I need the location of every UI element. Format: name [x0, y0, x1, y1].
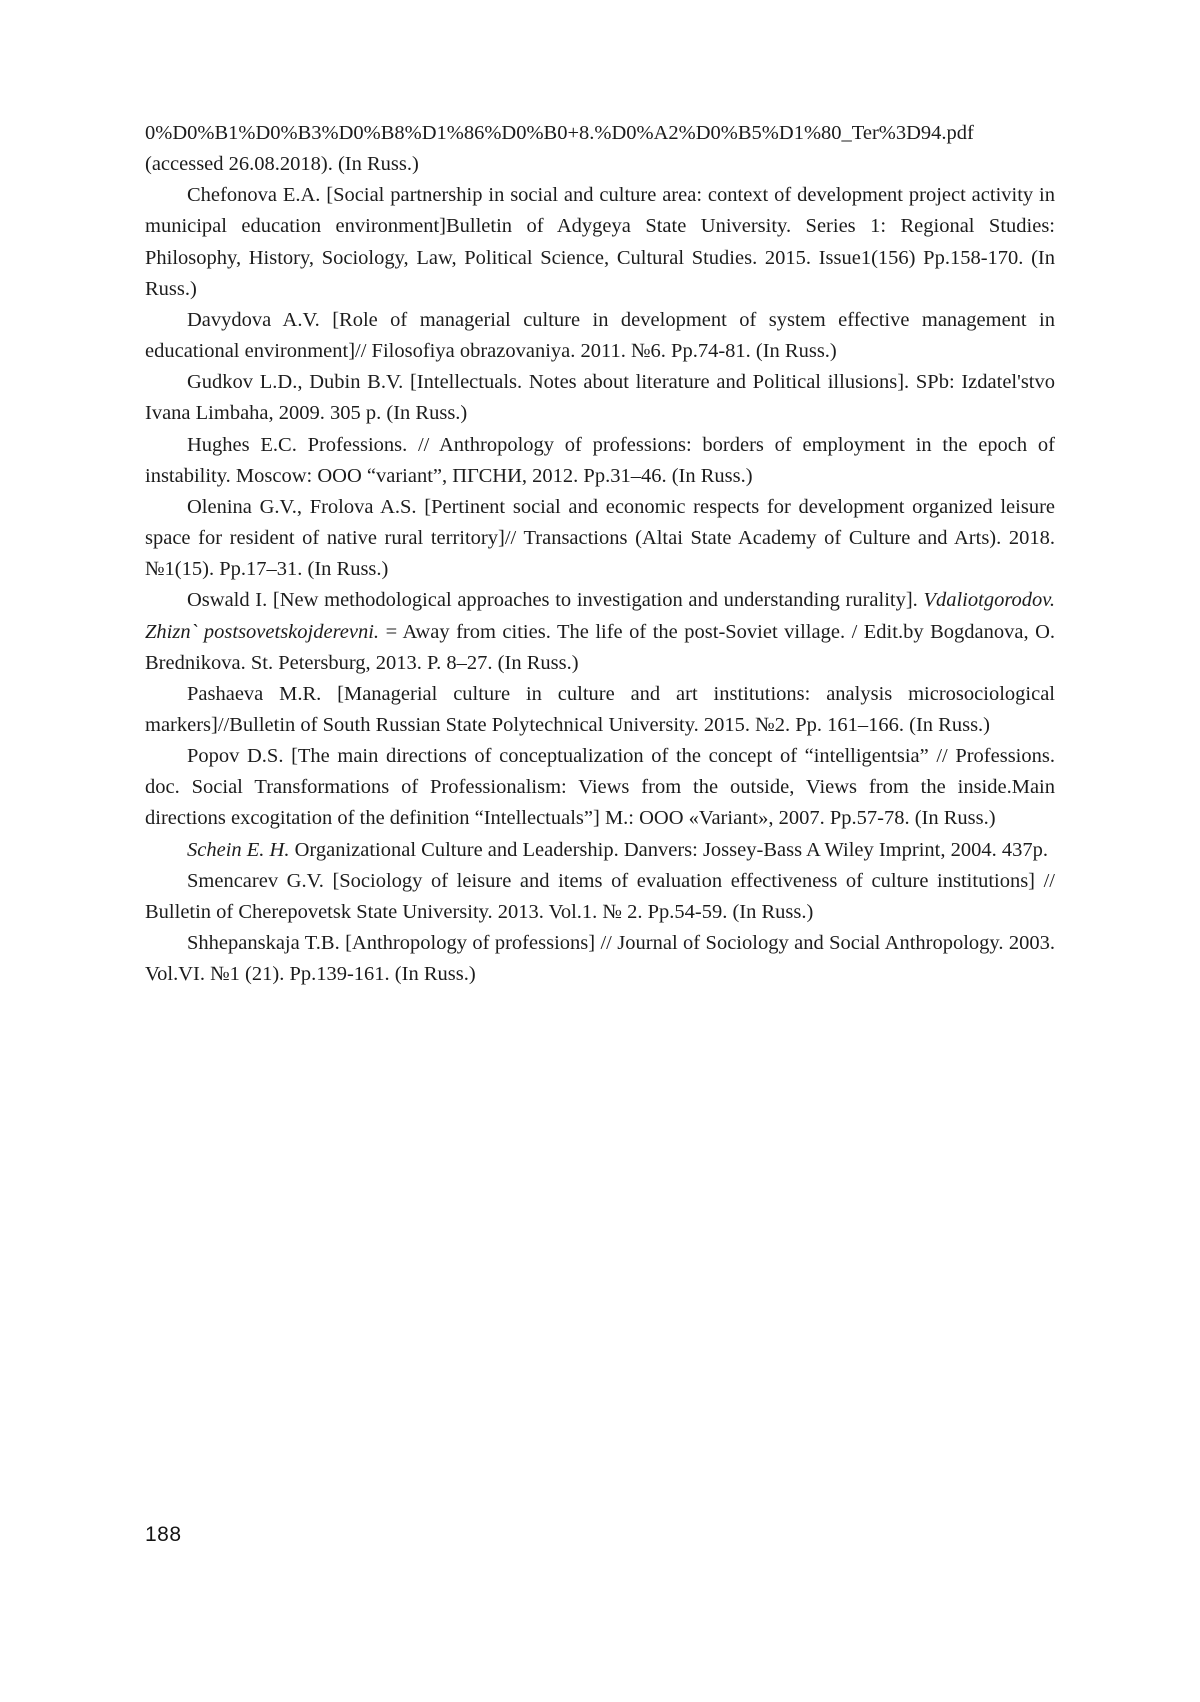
references-list — [145, 118, 1055, 990]
reference-text: Shhepanskaja T.B. [Anthropology of professions] // Journal of Sociology and Social Anthropology. 2003. Vol.VI. №1 (21). Pp.139-161. (In Russ.) — [145, 932, 1055, 986]
reference-text: Smencarev G.V. [Sociology of leisure and items of evaluation effectiveness of culture institutions] // Bulletin of Cherepovetsk State University. 2013. Vol.1. № 2. Pp.54-59. (In Russ.) — [145, 869, 1055, 923]
reference-text: Oswald I. [New methodological approaches to investigation and understanding rurality]. — [187, 589, 924, 612]
reference-title-italic: Schein E. H. — [187, 838, 290, 861]
reference-text: Olenina G.V., Frolova A.S. [Pertinent social and economic respects for development organized leisure space for resident of native rural territory]// Transactions (Altai State Academy of Culture and Arts). 2018. №1(15). Pp.17–31. (In Russ.) — [145, 495, 1055, 581]
reference-title-italic: Vdaliotgorodov. Zhizn` postsovetskojderevni. — [145, 589, 1055, 643]
reference-text: Gudkov L.D., Dubin B.V. [Intellectuals. Notes about literature and Political illusions]. SPb: Izdatel'stvo Ivana Limbaha, 2009. 305 p. (In Russ.) — [145, 371, 1055, 425]
reference-text: Chefonova E.A. [Social partnership in social and culture area: context of development project activity in municipal education environment]Bulletin of Adygeya State University. Series 1: Regional Studies: Philosophy, History, Sociology, Law, Political Science, Cultural Studies. 2015. Issue1(156) Pp.158-170. (In Russ.) — [145, 184, 1055, 300]
reference-entry — [145, 679, 1055, 741]
reference-text: Popov D.S. [The main directions of conceptualization of the concept of “intelligentsia” // Professions. doc. Social Transformations of Professionalism: Views from the outside, Views from the inside.Main directions excogitation of the definition “Intellectuals”] M.: OOO «Variant», 2007. Pp.57-78. (In Russ.) — [145, 745, 1055, 830]
reference-text: 0%D0%B1%D0%B3%D0%B8%D1%86%D0%B0+8.%D0%A2%D0%B5%D1%80_Ter%3D94.pdf (accessed 26.08.2018). (In Russ.) — [145, 122, 974, 176]
reference-entry — [145, 430, 1055, 492]
page-number: 188 — [145, 1523, 182, 1546]
reference-entry — [145, 866, 1055, 928]
reference-entry — [145, 118, 1055, 180]
reference-entry — [145, 585, 1055, 678]
reference-entry — [145, 180, 1055, 305]
reference-text: Davydova A.V. [Role of managerial culture in development of system effective management in educational environment]// Filosofiya obrazovaniya. 2011. №6. Pp.74-81. (In Russ.) — [145, 308, 1055, 363]
reference-entry — [145, 928, 1055, 990]
reference-text: Hughes E.C. Professions. // Anthropology of professions: borders of employment in the epoch of instability. Moscow: OOO “variant”, ПГСНИ, 2012. Pp.31–46. (In Russ.) — [145, 433, 1055, 487]
reference-entry — [145, 835, 1055, 866]
reference-entry — [145, 305, 1055, 367]
reference-entry — [145, 741, 1055, 834]
reference-entry — [145, 492, 1055, 585]
reference-entry — [145, 367, 1055, 429]
reference-text: = Away from cities. The life of the post-Soviet village. / Edit.by Bogdanova, O. Brednikova. St. Petersburg, 2013. P. 8–27. (In Russ.) — [145, 620, 1055, 674]
reference-text: Organizational Culture and Leadership. Danvers: Jossey-Bass A Wiley Imprint, 2004. 437p. — [289, 838, 1048, 861]
reference-text: Pashaeva M.R. [Managerial culture in culture and art institutions: analysis microsociological markers]//Bulletin of South Russian State Polytechnical University. 2015. №2. Pp. 161–166. (In Russ.) — [145, 682, 1055, 736]
